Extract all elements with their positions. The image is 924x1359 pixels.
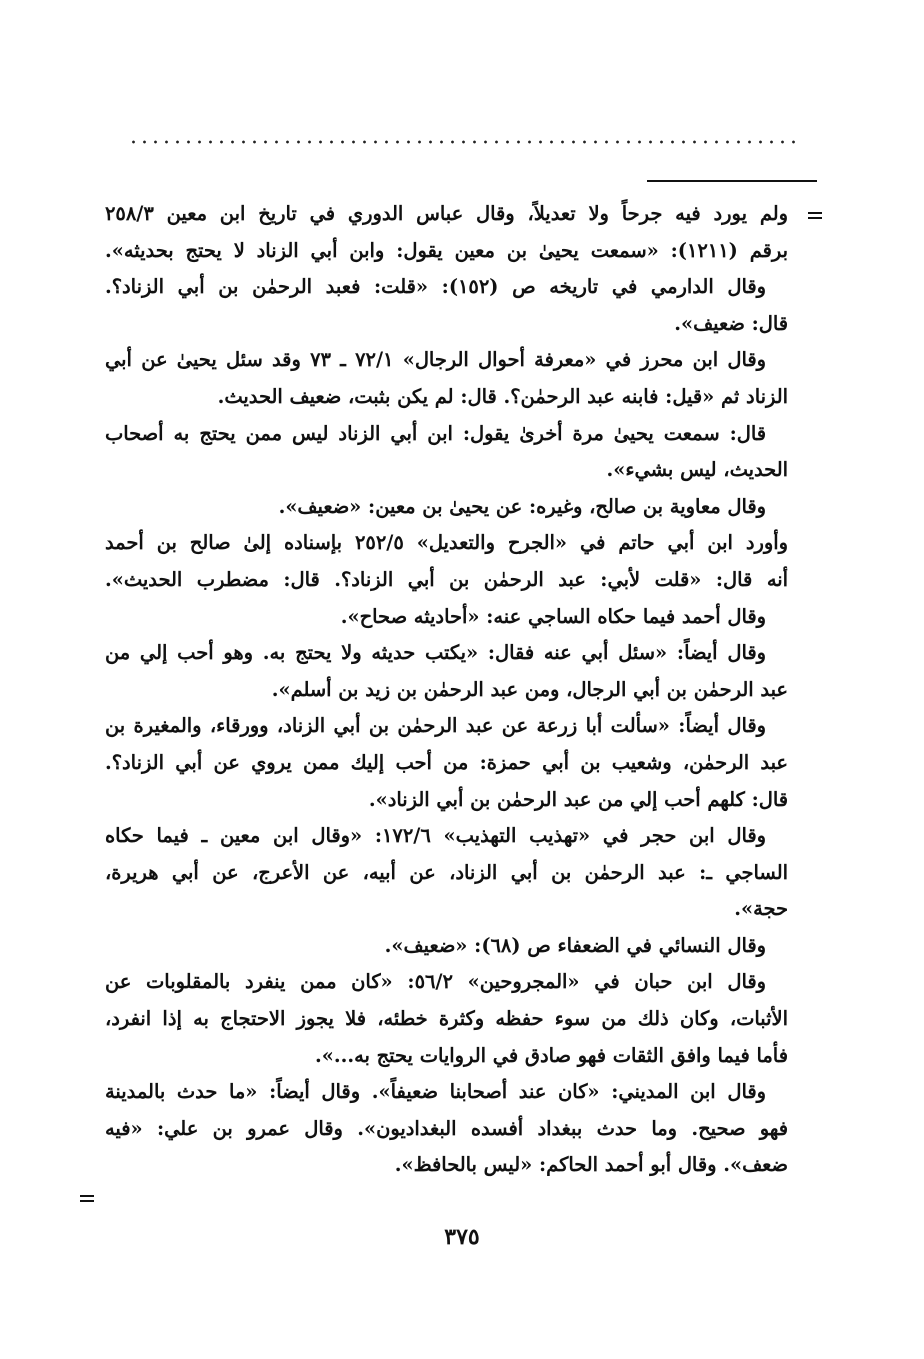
continuation-mark-top [808, 212, 822, 219]
footnote-rule [647, 180, 817, 182]
text-line: قال: كلهم أحب إلي من عبد الرحمٰن بن أبي الزناد». [368, 787, 788, 811]
text-line: وقال ابن حبان في «المجروحين» ٥٦/٢: «كان ممن ينفرد بالمقلوبات عن [105, 970, 766, 994]
text-line: أنه قال: «قلت لأبي: عبد الرحمٰن بن أبي الزناد؟. قال: مضطرب الحديث». [105, 567, 788, 591]
text-line: وقال النسائي في الضعفاء ص (٦٨): «ضعيف». [384, 933, 766, 957]
text-line: حجة». [734, 897, 788, 921]
text-line: فهو صحيح. وما حدث ببغداد أفسده البغداديون». وقال عمرو بن علي: «فيه [105, 1116, 788, 1140]
text-line: فأما فيما وافق الثقات فهو صادق في الروايات يحتج به...». [315, 1043, 788, 1067]
text-line: وقال أيضاً: «سألت أبا زرعة عن عبد الرحمٰن بن أبي الزناد، وورقاء، والمغيرة بن [105, 714, 766, 738]
text-line: ولم يورد فيه جرحاً ولا تعديلاً، وقال عباس الدوري في تاريخ ابن معين ٢٥٨/٣ [105, 202, 788, 225]
text-line: وقال ابن محرز في «معرفة أحوال الرجال» ٧٢/١ ـ ٧٣ وقد سئل يحيىٰ عن أبي [105, 348, 766, 372]
text-line: قال: سمعت يحيىٰ مرة أخرىٰ يقول: ابن أبي الزناد ليس ممن يحتج به أصحاب [105, 421, 766, 445]
text-line: وقال ابن حجر في «تهذيب التهذيب» ١٧٢/٦: «وقال ابن معين ـ فيما حكاه [105, 824, 766, 848]
continuation-mark-bottom [80, 1195, 94, 1202]
text-line: وقال معاوية بن صالح، وغيره: عن يحيىٰ بن معين: «ضعيف». [278, 494, 766, 518]
text-line: وقال ابن المديني: «كان عند أصحابنا ضعيفاً». وقال أيضاً: «ما حدث بالمدينة [105, 1080, 766, 1104]
text-line: ضعف». وقال أبو أحمد الحاكم: «ليس بالحافظ». [394, 1153, 788, 1177]
text-line: وقال الدارمي في تاريخه ص (١٥٢): «قلت: فعبد الرحمٰن بن أبي الزناد؟. [105, 275, 766, 299]
footnote-text [105, 196, 788, 1184]
text-line: الزناد ثم «قيل: فابنه عبد الرحمٰن؟. قال: لم يكن بثبت، ضعيف الحديث. [217, 384, 788, 408]
text-line: قال: ضعيف». [674, 311, 788, 335]
text-line: عبد الرحمٰن بن أبي الرجال، ومن عبد الرحمٰن بن زيد بن أسلم». [271, 677, 788, 701]
text-line: وقال أيضاً: «سئل أبي عنه فقال: «يكتب حديثه ولا يحتج به. وهو أحب إلي من [105, 641, 766, 665]
text-line: الحديث، ليس بشيء». [606, 458, 788, 482]
text-line: برقم (١٢١١): «سمعت يحيىٰ بن معين يقول: وابن أبي الزناد لا يحتج بحديثه». [105, 238, 788, 262]
text-line: الأثبات، وكان ذلك من سوء حفظه وكثرة خطئه، فلا يجوز الاحتجاج به إذا انفرد، [105, 1007, 788, 1031]
text-line: عبد الرحمٰن، وشعيب بن أبي حمزة: من أحب إليك ممن يروي عن أبي الزناد؟. [105, 750, 788, 774]
text-line: الساجي ـ: عبد الرحمٰن بن أبي الزناد، عن أبيه، عن الأعرج، عن أبي هريرة، [105, 860, 788, 884]
text-line: وأورد ابن أبي حاتم في «الجرح والتعديل» ٢٥٢/٥ بإسناده إلىٰ صالح بن أحمد [105, 531, 788, 555]
text-line: وقال أحمد فيما حكاه الساجي عنه: «أحاديثه صحاح». [340, 604, 766, 628]
dotted-separator [128, 140, 802, 144]
page-number: ٣٧٥ [444, 1224, 480, 1250]
